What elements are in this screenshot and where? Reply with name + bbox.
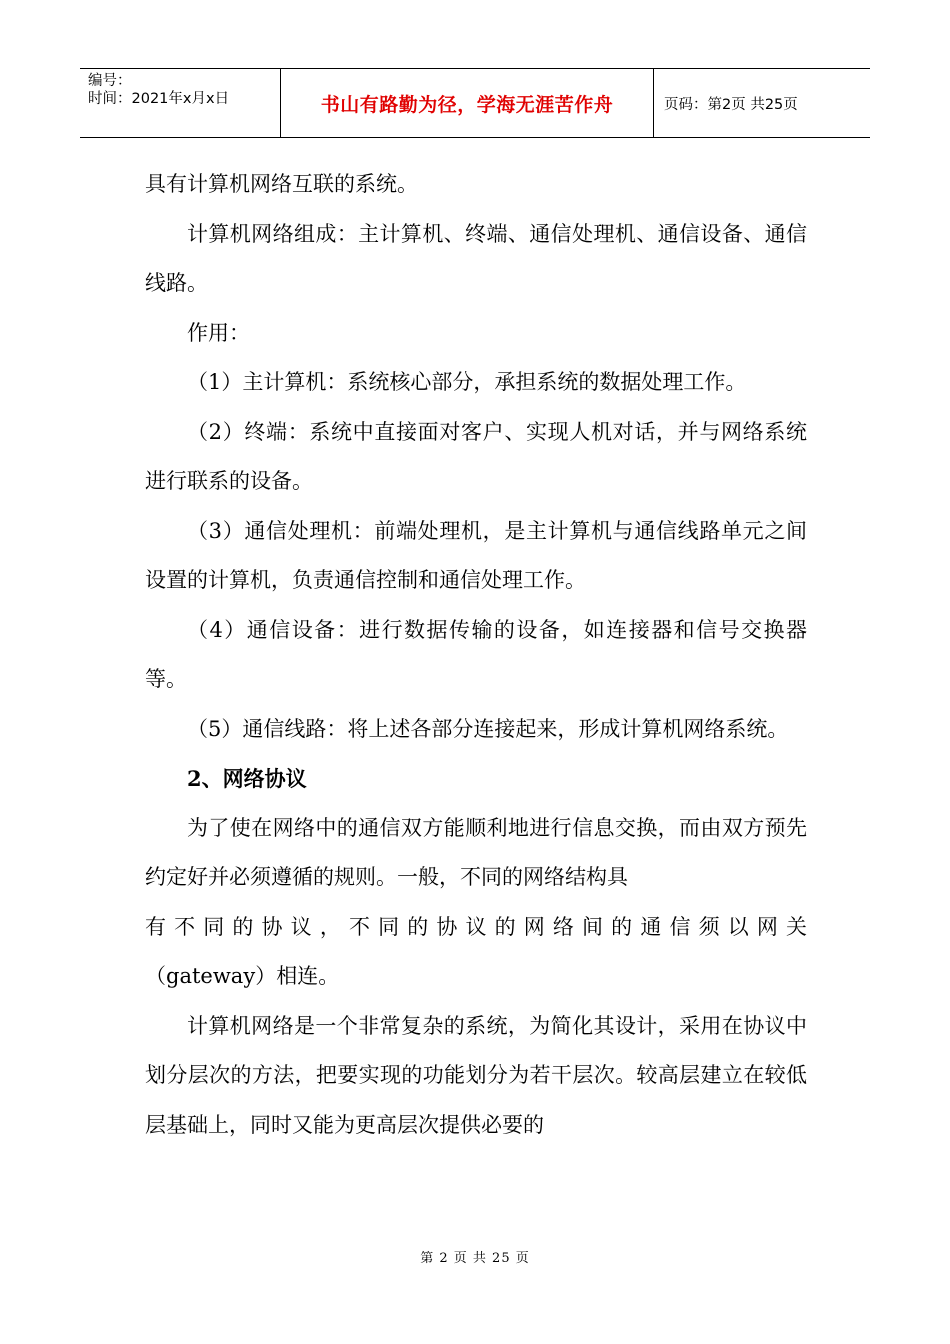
paragraph-line: （gateway）相连。 <box>145 964 340 988</box>
paragraph: 计算机网络是一个非常复杂的系统，为简化其设计，采用在协议中划分层次的方法，把要实现的功能划分为若干层次。较高层建立在较低层基础上，同时又能为更高层次提供必要的 <box>145 1013 807 1137</box>
paragraph: 作用： <box>187 320 250 345</box>
header-page-code-cell <box>654 69 870 137</box>
time-label: 时间：2021年x月x日 <box>88 91 230 107</box>
page-code: 页码：第2页 共25页 <box>664 96 798 113</box>
list-item: （1）主计算机：系统核心部分，承担系统的数据处理工作。 <box>187 370 747 394</box>
number-label: 编号： <box>88 73 132 89</box>
paragraph-protocol <box>145 804 807 1002</box>
section-heading: 2、网络协议 <box>187 766 307 791</box>
header-meta <box>80 69 281 137</box>
paragraph: 具有计算机网络互联的系统。 <box>145 172 418 196</box>
document-body <box>145 160 807 1150</box>
paragraph: 计算机网络组成：主计算机、终端、通信处理机、通信设备、通信线路。 <box>145 221 807 295</box>
page-footer: 第 2 页 共 25 页 <box>420 1251 530 1266</box>
header-slogan-cell <box>281 69 654 137</box>
list-item: （2）终端：系统中直接面对客户、实现人机对话，并与网络系统进行联系的设备。 <box>145 419 807 493</box>
document-header <box>80 68 870 138</box>
paragraph-line: 为了使在网络中的通信双方能顺利地进行信息交换，而由双方预先约定好并必须遵循的规则。一般，不同的网络结构具 <box>145 815 807 889</box>
paragraph-line: 有不同的协议，不同的协议的网络间的通信须以网关 <box>145 914 807 939</box>
slogan: 书山有路勤为径，学海无涯苦作舟 <box>320 93 614 116</box>
list-item: （5）通信线路：将上述各部分连接起来，形成计算机网络系统。 <box>187 716 789 741</box>
list-item: （4）通信设备：进行数据传输的设备，如连接器和信号交换器等。 <box>145 617 807 691</box>
list-item: （3）通信处理机：前端处理机，是主计算机与通信线路单元之间设置的计算机，负责通信控制和通信处理工作。 <box>145 518 807 592</box>
